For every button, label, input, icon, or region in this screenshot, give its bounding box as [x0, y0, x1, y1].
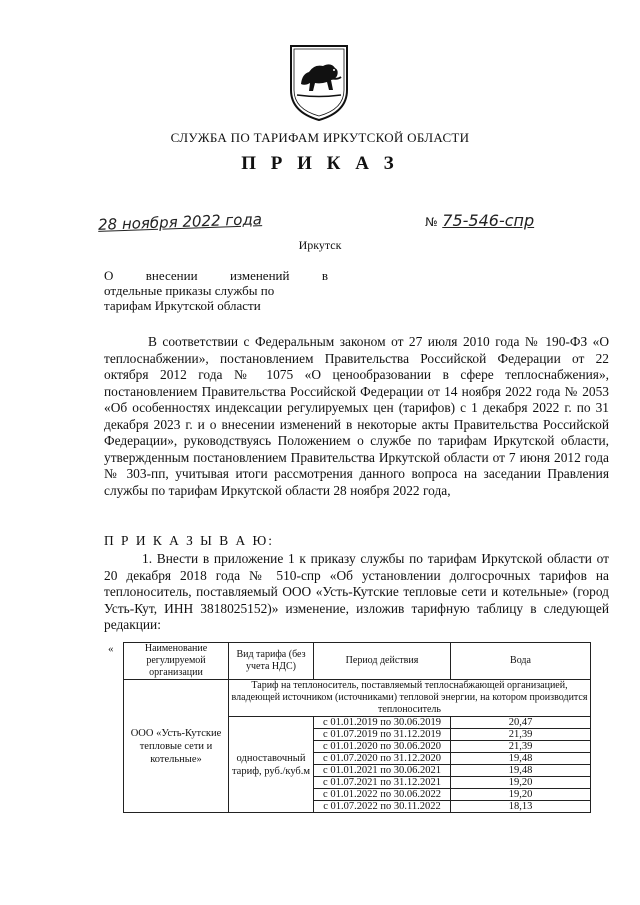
organization-cell: ООО «Усть-Кутские тепловые сети и котельные»: [124, 680, 229, 813]
value-cell: 18,13: [451, 801, 591, 813]
period-cell: с 01.01.2021 по 30.06.2021: [314, 765, 451, 777]
header-organization: Наименование регулируемой организации: [124, 643, 229, 680]
value-cell: 19,48: [451, 765, 591, 777]
subject-line-3: тарифам Иркутской области: [104, 298, 261, 313]
subject-line-2: отдельные приказы службы по: [104, 283, 275, 298]
order-declaration: П Р И К А З Ы В А Ю:: [104, 533, 274, 548]
table-row: [124, 680, 591, 717]
header-tariff-type: Вид тарифа (без учета НДС): [229, 643, 314, 680]
subject-word: изменений: [229, 268, 290, 283]
subject-block: [104, 268, 328, 313]
period-cell: с 01.07.2021 по 31.12.2021: [314, 777, 451, 789]
handwritten-date: 28 ноября 2022 года: [97, 210, 263, 234]
tariff-description-cell: Тариф на теплоноситель, поставляемый теплоснабжающей организацией, владеющей источником (источниками) тепловой энергии, на котором производится теплоноситель: [229, 680, 591, 717]
header-water: Вода: [451, 643, 591, 680]
subject-word: в: [321, 268, 328, 283]
value-cell: 21,39: [451, 729, 591, 741]
value-cell: 19,20: [451, 777, 591, 789]
table-header-row: [124, 643, 591, 680]
tariff-kind-cell: одноставочный тариф, руб./куб.м: [229, 717, 314, 813]
period-cell: с 01.07.2020 по 31.12.2020: [314, 753, 451, 765]
tariff-table: [123, 642, 591, 813]
order-item-1: 1. Внести в приложение 1 к приказу службы по тарифам Иркутской области от 20 декабря 2018 года № 510-спр «Об установлении долгосрочных тарифов на теплоноситель, поставляемый ООО «Усть-Кутские тепловые сети и котельные» (город Усть-Кут, ИНН 3818025152)» изменение, изложив тарифную таблицу в следующей редакции:: [104, 551, 609, 632]
preamble-paragraph: В соответствии с Федеральным законом от 27 июля 2010 года № 190-ФЗ «О теплоснабжении», постановлением Правительства Российской Федерации от 22 октября 2012 года № 1075 «О ценообразовании в сфере теплоснабжения», постановлением Правительства Российской Федерации от 14 ноября 2022 года № 2053 «Об особенностях индексации регулируемых цен (тарифов) с 1 декабря 2022 г. по 31 декабря 2023 г. и о внесении изменений в некоторые акты Правительства Российской Федерации», руководствуясь Положением о службе по тарифам Иркутской области, утвержденным постановлением Правительства Иркутской области от 7 июня 2012 года № 303-пп, учитывая итоги рассмотрения данного вопроса на заседании Правления службы по тарифам Иркутской области 28 ноября 2022 года,: [104, 334, 609, 498]
opening-quote-mark: «: [108, 643, 114, 655]
value-cell: 20,47: [451, 717, 591, 729]
order-number: [425, 211, 534, 230]
handwritten-order-number: 75-546-спр: [442, 211, 535, 230]
header-period: Период действия: [314, 643, 451, 680]
value-cell: 19,48: [451, 753, 591, 765]
document-title: П Р И К А З: [241, 153, 399, 174]
coat-of-arms-emblem: [287, 40, 351, 122]
city-name: Иркутск: [298, 238, 342, 252]
number-sign: №: [425, 215, 438, 229]
period-cell: с 01.07.2019 по 31.12.2019: [314, 729, 451, 741]
period-cell: с 01.01.2020 по 30.06.2020: [314, 741, 451, 753]
period-cell: с 01.01.2022 по 30.06.2022: [314, 789, 451, 801]
agency-name: СЛУЖБА ПО ТАРИФАМ ИРКУТСКОЙ ОБЛАСТИ: [170, 130, 470, 145]
subject-line-1: [104, 268, 328, 283]
value-cell: 19,20: [451, 789, 591, 801]
subject-word: О: [104, 268, 114, 283]
period-cell: с 01.07.2022 по 30.11.2022: [314, 801, 451, 813]
value-cell: 21,39: [451, 741, 591, 753]
period-cell: с 01.01.2019 по 30.06.2019: [314, 717, 451, 729]
subject-word: внесении: [145, 268, 198, 283]
